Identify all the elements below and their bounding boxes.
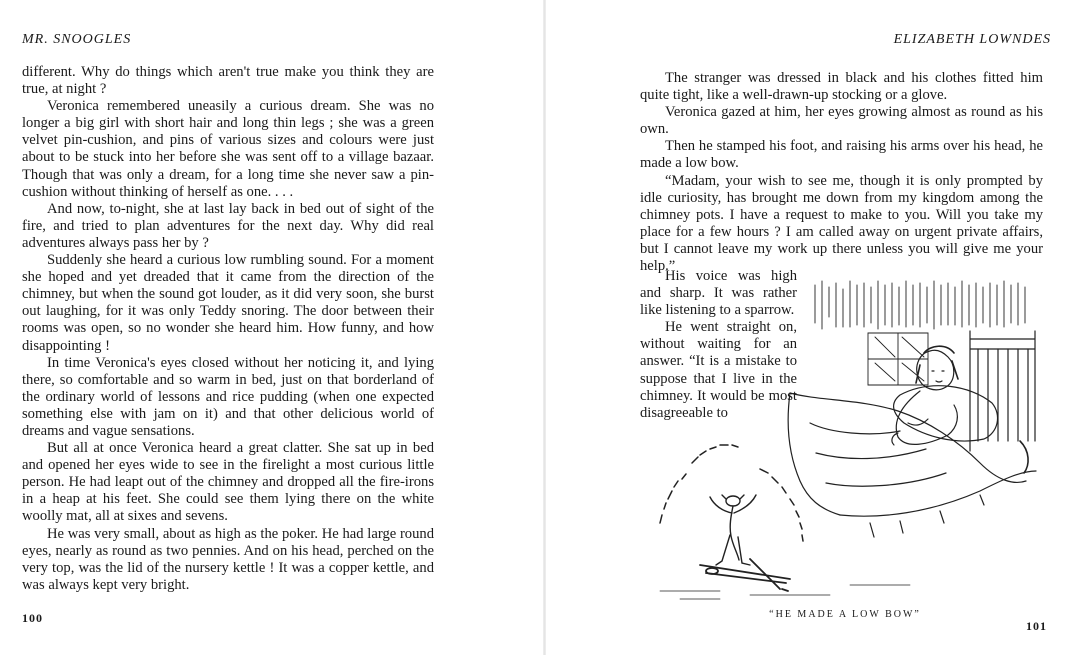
girl-figure bbox=[892, 346, 958, 445]
paragraph: Then he stamped his foot, and raising his arms over his head, he made a low bow. bbox=[640, 138, 1043, 172]
paragraph: different. Why do things which aren't true make you think they are true, at night ? bbox=[22, 64, 434, 98]
left-page-body bbox=[22, 64, 434, 594]
paragraph: Suddenly she heard a curious low rumbling sound. For a moment she hoped and yet dreaded that it came from the direction of the chimney, but when the sound got louder, as it did very soon, she burst out laughing, for it was only Teddy snoring. The door between their rooms was open, so no wonder she heard him. How funny, and how disappointing ! bbox=[22, 252, 434, 354]
motion-lines bbox=[660, 445, 803, 541]
paragraph: Veronica gazed at him, her eyes growing almost as round as his own. bbox=[640, 104, 1043, 138]
paragraph: His voice was high and sharp. It was rather like listening to a sparrow. bbox=[640, 268, 797, 319]
right-page-body bbox=[640, 70, 1043, 275]
wall-hatching bbox=[815, 281, 1025, 385]
paragraph: In time Veronica's eyes closed without her noticing it, and lying there, so comfortable and so warm in bed, just on that borderland of the ordinary world of lessons and rice pudding (when one expected something else with jam on it) and that other delicious world of dreams and vague sensations. bbox=[22, 354, 434, 439]
page-number-left: 100 bbox=[22, 611, 43, 625]
bed-head bbox=[970, 331, 1035, 451]
paragraph: The stranger was dressed in black and his clothes fitted him quite tight, like a well-drawn-up stocking or a glove. bbox=[640, 70, 1043, 104]
illustration-caption: “HE MADE A LOW BOW” bbox=[769, 609, 921, 620]
right-page bbox=[545, 0, 1089, 655]
page-number-right: 101 bbox=[1026, 619, 1047, 633]
wrapped-text bbox=[640, 268, 797, 422]
paragraph: “Madam, your wish to see me, though it is only prompted by idle curiosity, has brought me down from my kingdom among the chimney pots. I have a request to make to you. Will you take my place for a few hours ? I am called away on urgent private affairs, but I cannot leave my work up there unless you will give me your help.” bbox=[640, 172, 1043, 275]
paragraph: He went straight on, without waiting for an answer. “It is a mistake to suppose that I live in the chimney. It would be most disagreeable to bbox=[640, 319, 797, 421]
running-header-right: ELIZABETH LOWNDES bbox=[893, 32, 1051, 47]
paragraph: Veronica remembered uneasily a curious dream. She was no longer a big girl with short hair and long thin legs ; she was a green velvet pin-cushion, and pins of various sizes and colours were just about to be stuck into her before she was sent off to a village bazaar. Though that was only a dream, for a long time she never saw a pin-cushion without thinking of herself as one. . . . bbox=[22, 98, 434, 200]
little-man-figure bbox=[710, 495, 756, 565]
bedclothes bbox=[788, 393, 1036, 537]
running-header-left: MR. SNOOGLES bbox=[22, 32, 132, 47]
pillow bbox=[894, 386, 998, 441]
floor-lines bbox=[660, 585, 910, 599]
paragraph: He was very small, about as high as the poker. He had large round eyes, nearly as round as two pennies. And on his head, perched on the very top, was the lid of the nursery kettle ! It was a copper kettle, and was always kept very bright. bbox=[22, 525, 434, 593]
paragraph: And now, to-night, she at last lay back in bed out of sight of the fire, and tried to plan adventures for the next day. Why did real adventures always pass her by ? bbox=[22, 200, 434, 251]
paragraph: But all at once Veronica heard a great clatter. She sat up in bed and opened her eyes wide to see in the firelight a most curious little person. He had leapt out of the chimney and dropped all the fire-irons in a heap at his feet. She could see them lying there on the white woolly mat, all at sixes and sevens. bbox=[22, 440, 434, 525]
